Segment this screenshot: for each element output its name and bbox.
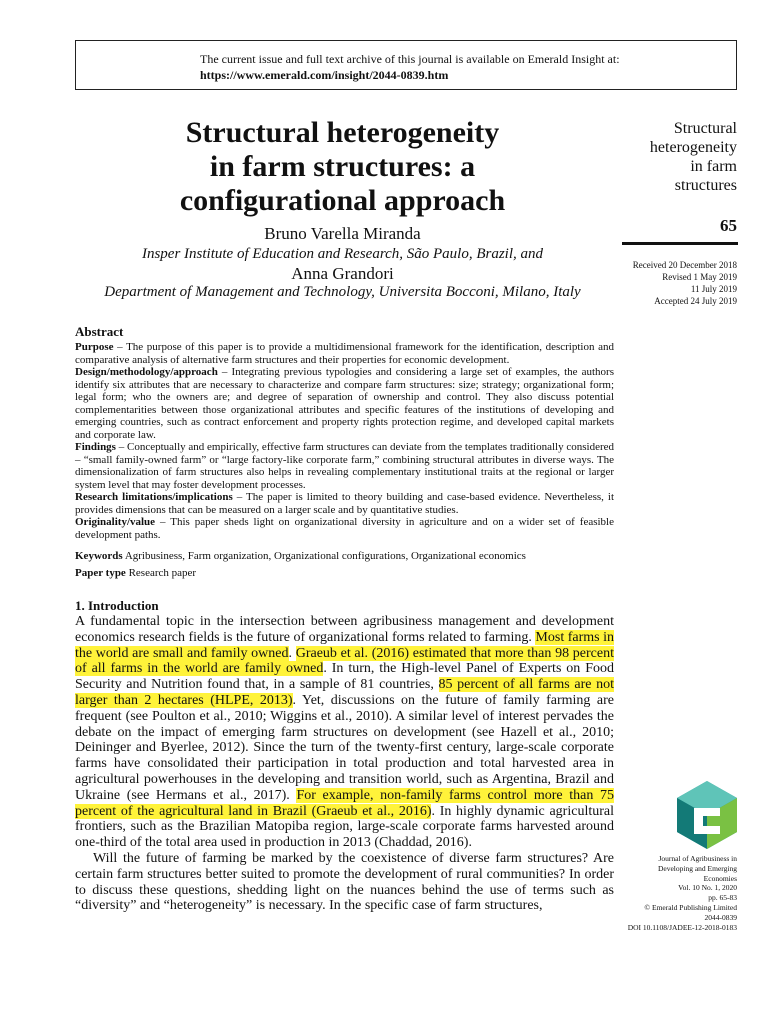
paper-title bbox=[75, 116, 610, 218]
highlight-4: For example, non-family farms control more than 75 percent of the agricultural land in Brazil (Graeub et al., 2016) bbox=[75, 787, 614, 819]
paper-type: Paper type Research paper bbox=[75, 567, 197, 579]
title-line-1: Structural heterogeneity bbox=[185, 116, 500, 149]
author-1: Bruno Varella Miranda bbox=[264, 224, 421, 243]
highlight-3: 85 percent of all farms are not larger than 2 hectares (HLPE, 2013) bbox=[75, 677, 614, 708]
affiliation-2: Department of Management and Technology, Universita Bocconi, Milano, Italy bbox=[104, 284, 581, 300]
article-dates: Received 20 December 2018 Revised 1 May 2019 11 July 2019 Accepted 24 July 2019 bbox=[632, 260, 737, 306]
affiliation-1: Insper Institute of Education and Research, São Paulo, Brazil, and bbox=[141, 246, 544, 262]
abstract-purpose: Purpose – The purpose of this paper is to provide a multidimensional framework for the identification, description and comparative analysis of alternative farm structures and their properties for economic development. bbox=[75, 341, 614, 366]
abstract-limitations: Research limitations/implications – The paper is limited to theory building and case-based evidence. Nevertheless, it provides dimensions that can be measured on a larger scale and by quantitative studies. bbox=[75, 491, 614, 516]
running-head: Structural heterogeneity in farm structures bbox=[649, 120, 737, 194]
emerald-logo-icon bbox=[676, 780, 738, 850]
title-line-3: configurational approach bbox=[179, 184, 506, 217]
section-heading-introduction: 1. Introduction bbox=[75, 598, 159, 613]
abstract-findings: Findings – Conceptually and empirically, effective farm structures can deviate from the templates traditionally considered – “small family-owned farm” or “large factory-like corporate farm,” combining structural attributes in diverse ways. The dimensionalization of farm structures also helps in revealing complementary institutional traits at the regional or larger system level that may foster development processes. bbox=[75, 441, 614, 491]
abstract-body bbox=[75, 341, 614, 541]
banner-url[interactable]: https://www.emerald.com/insight/2044-0839.htm bbox=[200, 68, 449, 82]
banner-text: The current issue and full text archive of this journal is available on Emerald Insight at: bbox=[200, 52, 620, 66]
intro-paragraph-1: A fundamental topic in the intersection between agribusiness management and development economics research fields is the future of organizational forms related to farming. Most farms in the world are small and family owned. Graeub et al. (2016) estimated that more than 98 percent of all farms in the world are family owned. In turn, the High-level Panel of Experts on Food Security and Nutrition found that, in a sample of 81 countries, 85 percent of all farms are not larger than 2 hectares (HLPE, 2013). Yet, discussions on the future of family farming are frequent (see Poulton et al., 2010; Wiggins et al., 2010). A similar level of interest pervades the debate on the impact of emerging farm structures on development (see Hazell et al., 2010; Deininger and Byerlee, 2012). Since the turn of the twenty-first century, large-scale corporate farms have consolidated their participation in total production and total harvested area in agricultural powerhouses in the developing and transition world, such as Argentina, Brazil and Ukraine (see Hermans et al., 2017). For example, non-family farms control more than 75 percent of the agricultural land in Brazil (Graeub et al., 2016). In highly dynamic agricultural frontiers, such as the Brazilian Matopiba region, large-scale corporate farms harvested around one-third of the total area used in production in 2013 (Chaddad, 2016). bbox=[75, 614, 614, 851]
abstract-heading: Abstract bbox=[75, 324, 124, 339]
margin-rule bbox=[622, 242, 738, 245]
highlight-1: Most farms in the world are small and family owned bbox=[75, 629, 614, 661]
abstract-originality: Originality/value – This paper sheds light on organizational diversity in agriculture and on a wider set of feasible development paths. bbox=[75, 516, 614, 541]
keywords: Keywords Agribusiness, Farm organization, Organizational configurations, Organizational economics bbox=[75, 550, 526, 562]
author-2: Anna Grandori bbox=[291, 264, 394, 283]
journal-info: Journal of Agribusiness in Developing and Emerging Economies Vol. 10 No. 1, 2020 pp. 65-83 © Emerald Publishing Limited 2044-0839 DOI 10.1108/JADEE-12-2018-0183 bbox=[627, 854, 737, 932]
abstract-design: Design/methodology/approach – Integrating previous typologies and considering a large set of examples, the authors identify six attributes that are necessary to characterize and compare farm structures: size; strategy; organizational form; legal form; who the owners are; and degree of separation of ownership and control. They also discuss potential complementarities between those organizational attributes and specific features of the institutions of developing and emerging countries, such as contract enforcement and property rights protection regime, and developed capital markets and corporate law. bbox=[75, 366, 614, 441]
journal-banner bbox=[75, 40, 737, 90]
page-number: 65 bbox=[720, 216, 737, 235]
highlight-2: Graeub et al. (2016) estimated that more than 98 percent of all farms in the world are family owned bbox=[75, 645, 614, 677]
title-line-2: in farm structures: a bbox=[209, 150, 476, 183]
introduction-body bbox=[75, 614, 614, 914]
intro-paragraph-2: Will the future of farming be marked by the coexistence of diverse farm structures? Are certain farm structures better suited to promote the development of rural communities? In order to discuss these questions, shedding light on the nuances behind the use of terms such as “diversity” and “heterogeneity” is necessary. In the specific case of farm structures, bbox=[75, 850, 614, 914]
